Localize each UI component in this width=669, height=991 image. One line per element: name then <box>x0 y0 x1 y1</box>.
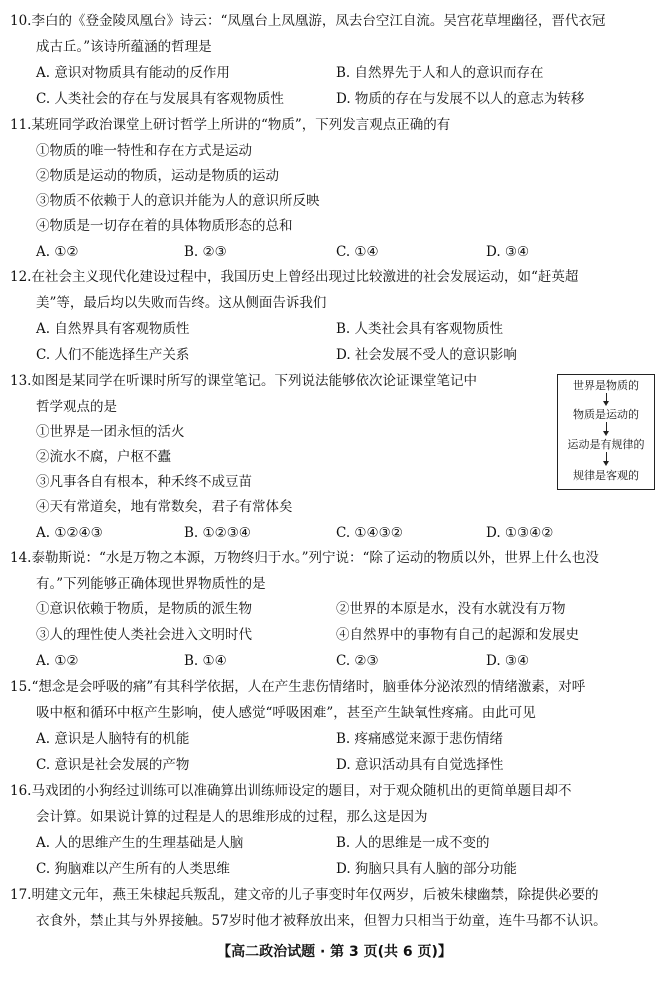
q17-stem-line2: 衣食外，禁止其与外界接触。57岁时他才被释放出来，但智力只相当于幼童，连牛马都不认识。 <box>36 913 607 929</box>
q14-statement-3: ③人的理性使人类社会进入文明时代 <box>36 627 252 643</box>
q12-option-c: C. 人们不能选择生产关系 <box>36 347 190 363</box>
q13-option-a: A. ①②④③ <box>36 525 103 541</box>
q13-class-notes-diagram <box>557 374 655 490</box>
q12-stem-line1: 12.在社会主义现代化建设过程中，我国历史上曾经出现过比较激进的社会发展运动，如“赶英超 <box>10 269 579 285</box>
q14-stem-line1: 14.泰勒斯说：“水是万物之本源，万物终归于水。”列宁说：“除了运动的物质以外，世界上什么也没 <box>10 550 599 566</box>
q11-statement-2: ②物质是运动的物质，运动是物质的运动 <box>36 168 279 184</box>
q15-stem-line1: 15.“想念是会呼吸的痛”有其科学依据，人在产生悲伤情绪时，脑垂体分泌浓烈的情绪激素，对呼 <box>10 679 586 695</box>
q16-option-b: B. 人的思维是一成不变的 <box>336 835 490 851</box>
q15-option-b: B. 疼痛感觉来源于悲伤情绪 <box>336 731 504 747</box>
diagram-node-1: 世界是物质的 <box>573 379 639 392</box>
q13-statement-3: ③凡事各自有根本，种禾终不成豆苗 <box>36 474 252 490</box>
q15-option-a: A. 意识是人脑特有的机能 <box>36 731 190 747</box>
q10-option-b: B. 自然界先于人和人的意识而存在 <box>336 65 544 81</box>
q10-stem-line2: 成古丘。”该诗所蕴涵的哲理是 <box>36 39 212 55</box>
q11-option-d: D. ③④ <box>486 244 530 260</box>
q14-statement-1: ①意识依赖于物质，是物质的派生物 <box>36 601 252 617</box>
q11-statement-1: ①物质的唯一特性和存在方式是运动 <box>36 143 252 159</box>
diagram-arrowhead-2 <box>603 431 609 436</box>
q17-stem-line1: 17.明建文元年，燕王朱棣起兵叛乱，建文帝的儿子事变时年仅两岁，后被朱棣幽禁，除提供必要的 <box>10 887 599 903</box>
q11-option-a: A. ①② <box>36 244 79 260</box>
q10-option-a: A. 意识对物质具有能动的反作用 <box>36 65 230 81</box>
q13-statement-4: ④天有常道矣，地有常数矣，君子有常体矣 <box>36 499 293 515</box>
q13-statement-2: ②流水不腐，户枢不蠹 <box>36 449 171 465</box>
q15-option-d: D. 意识活动具有自觉选择性 <box>336 757 504 773</box>
diagram-arrowhead-3 <box>603 461 609 466</box>
q16-option-d: D. 狗脑只具有人脑的部分功能 <box>336 861 517 877</box>
diagram-node-4: 规律是客观的 <box>573 469 639 482</box>
q16-option-c: C. 狗脑难以产生所有的人类思维 <box>36 861 230 877</box>
diagram-arrowhead-1 <box>603 401 609 406</box>
q11-stem-line1: 11.某班同学政治课堂上研讨哲学上所讲的“物质”，下列发言观点正确的有 <box>10 117 451 133</box>
q11-option-c: C. ①④ <box>336 244 379 260</box>
q14-stem-line2: 有。”下列能够正确体现世界物质性的是 <box>36 576 266 592</box>
q11-statement-3: ③物质不依赖于人的意识并能为人的意识所反映 <box>36 193 320 209</box>
q13-option-d: D. ①③④② <box>486 525 554 541</box>
q12-option-b: B. 人类社会具有客观物质性 <box>336 321 504 337</box>
q13-stem-line2: 哲学观点的是 <box>36 399 117 415</box>
diagram-node-3: 运动是有规律的 <box>567 438 645 451</box>
q13-stem-line1: 13.如图是某同学在听课时所写的课堂笔记。下列说法能够依次论证课堂笔记中 <box>10 373 477 389</box>
q16-stem-line2: 会计算。如果说计算的过程是人的思维形成的过程，那么这是因为 <box>36 809 428 825</box>
q14-option-b: B. ①④ <box>184 653 227 669</box>
q11-statement-4: ④物质是一切存在着的具体物质形态的总和 <box>36 218 293 234</box>
q12-option-a: A. 自然界具有客观物质性 <box>36 321 190 337</box>
q13-option-b: B. ①②③④ <box>184 525 251 541</box>
q16-stem-line1: 16.马戏团的小狗经过训练可以准确算出训练师设定的题目，对于观众随机出的更简单题目却不 <box>10 783 572 799</box>
q12-stem-line2: 美”等，最后均以失败而告终。这从侧面告诉我们 <box>36 295 327 311</box>
q14-option-d: D. ③④ <box>486 653 530 669</box>
q14-option-a: A. ①② <box>36 653 79 669</box>
q12-option-d: D. 社会发展不受人的意识影响 <box>336 347 517 363</box>
q10-stem-line1: 10.李白的《登金陵凤凰台》诗云：“凤凰台上凤凰游，凤去台空江自流。吴宫花草埋幽径，晋代衣冠 <box>10 13 606 29</box>
q14-option-c: C. ②③ <box>336 653 379 669</box>
q14-statement-4: ④自然界中的事物有自己的起源和发展史 <box>336 627 579 643</box>
q11-option-b: B. ②③ <box>184 244 227 260</box>
q10-option-d: D. 物质的存在与发展不以人的意志为转移 <box>336 91 585 107</box>
q15-stem-line2: 吸中枢和循环中枢产生影响，使人感觉“呼吸困难”，甚至产生缺氧性疼痛。由此可见 <box>36 705 536 721</box>
q16-option-a: A. 人的思维产生的生理基础是人脑 <box>36 835 244 851</box>
q15-option-c: C. 意识是社会发展的产物 <box>36 757 190 773</box>
page-footer: 【高二政治试题 · 第 3 页(共 6 页)】 <box>217 944 452 960</box>
diagram-node-2: 物质是运动的 <box>573 408 639 421</box>
q13-option-c: C. ①④③② <box>336 525 403 541</box>
q13-statement-1: ①世界是一团永恒的活火 <box>36 424 185 440</box>
q14-statement-2: ②世界的本原是水，没有水就没有万物 <box>336 601 566 617</box>
q10-option-c: C. 人类社会的存在与发展具有客观物质性 <box>36 91 284 107</box>
